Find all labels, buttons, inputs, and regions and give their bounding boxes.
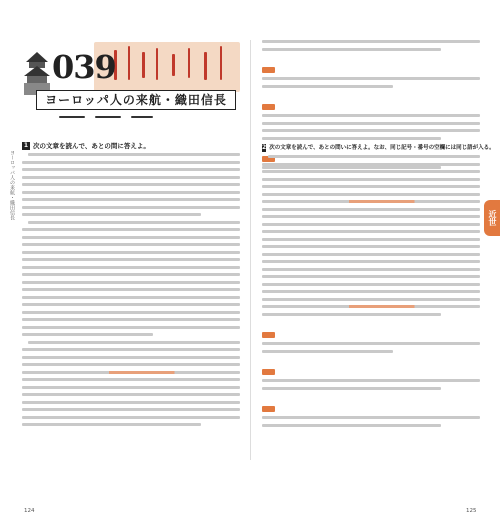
unit-title: ヨーロッパ人の来航・織田信長	[36, 90, 236, 110]
page-number: 125	[466, 508, 477, 514]
question-number: 2	[262, 144, 267, 151]
question-heading: 次の文章を読んで、あとの問いに答えよ。なお、同じ記号・番号の空欄には同じ語が入る。	[269, 145, 495, 151]
difficulty-tag	[262, 369, 275, 375]
difficulty-tag	[262, 332, 275, 338]
unit-header	[22, 40, 240, 128]
page-number: 124	[24, 508, 35, 514]
difficulty-tag	[262, 104, 275, 110]
unit-number: 039	[52, 48, 116, 86]
difficulty-tag	[262, 406, 275, 412]
japan-map-image	[94, 42, 240, 92]
question-number: 1	[23, 142, 29, 149]
difficulty-tag	[262, 67, 275, 73]
meta-info-row	[52, 112, 234, 122]
meta-chip	[131, 116, 153, 118]
question-heading: 次の文章を読んで、あとの問に答えよ。	[33, 142, 150, 150]
meta-chip	[59, 116, 85, 118]
meta-chip	[95, 116, 121, 118]
chapter-side-tab[interactable]: 近世	[484, 200, 500, 236]
question-1	[22, 142, 240, 431]
page-gutter	[250, 40, 251, 460]
left-page	[22, 40, 240, 514]
side-running-title: ヨーロッパ人の来航・織田信長	[9, 150, 15, 220]
